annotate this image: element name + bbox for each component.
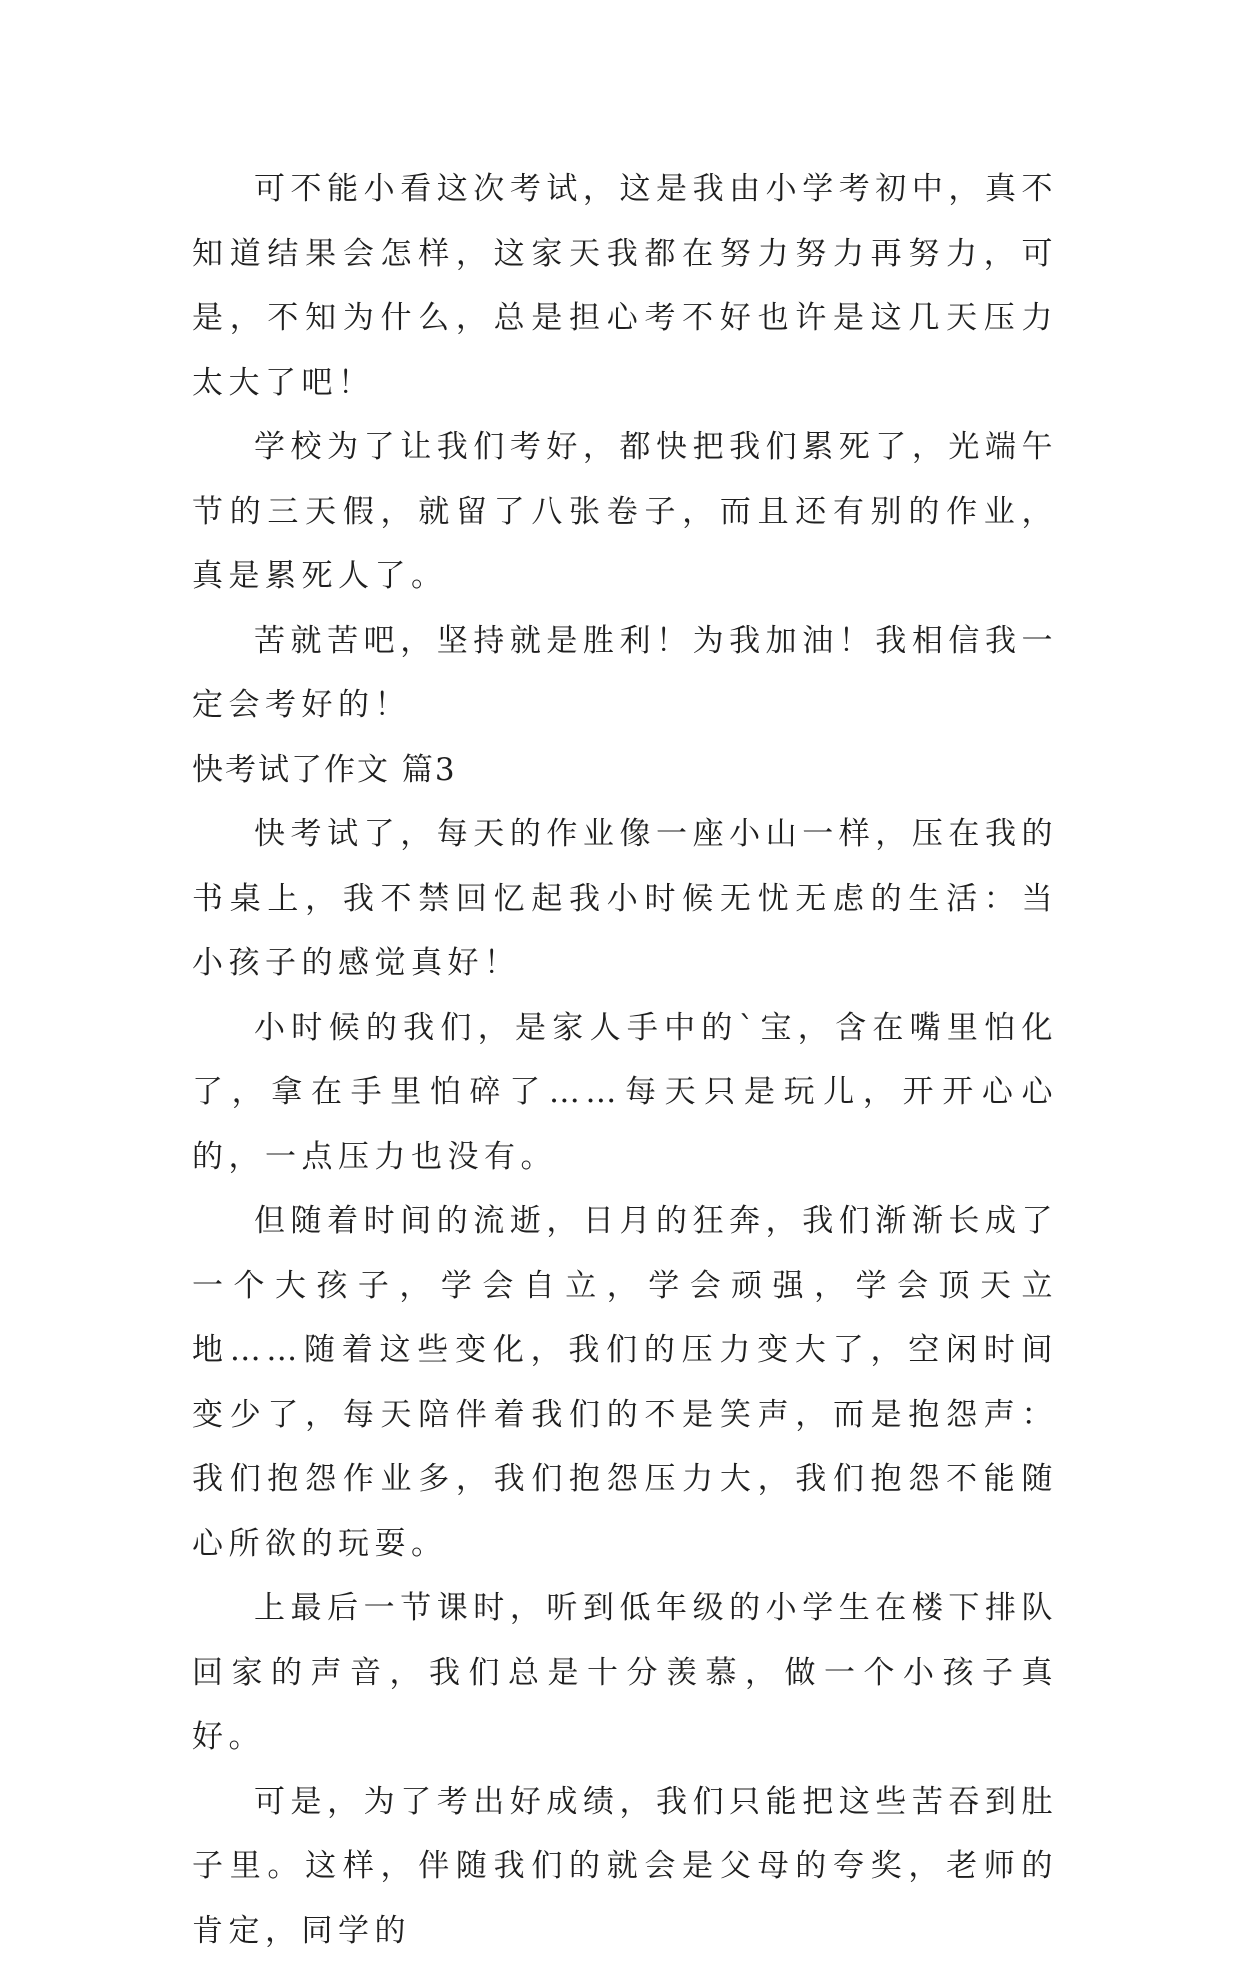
section-heading: 快考试了作文 篇3 (192, 738, 1058, 803)
paragraph: 小时候的我们，是家人手中的`宝，含在嘴里怕化了，拿在手里怕碎了……每天只是玩儿，开开心心的，一点压力也没有。 (192, 996, 1058, 1190)
paragraph: 可不能小看这次考试，这是我由小学考初中，真不知道结果会怎样，这家天我都在努力努力再努力，可是，不知为什么，总是担心考不好也许是这几天压力太大了吧！ (192, 157, 1058, 415)
paragraph: 可是，为了考出好成绩，我们只能把这些苦吞到肚子里。这样，伴随我们的就会是父母的夸奖，老师的肯定，同学的 (192, 1770, 1058, 1963)
paragraph: 学校为了让我们考好，都快把我们累死了，光端午节的三天假，就留了八张卷子，而且还有别的作业，真是累死人了。 (192, 415, 1058, 609)
paragraph: 但随着时间的流逝，日月的狂奔，我们渐渐长成了一个大孩子，学会自立，学会顽强，学会顶天立地……随着这些变化，我们的压力变大了，空闲时间变少了，每天陪伴着我们的不是笑声，而是抱怨声：我们抱怨作业多，我们抱怨压力大，我们抱怨不能随心所欲的玩耍。 (192, 1189, 1058, 1576)
paragraph: 快考试了，每天的作业像一座小山一样，压在我的书桌上，我不禁回忆起我小时候无忧无虑的生活：当小孩子的感觉真好！ (192, 802, 1058, 996)
document-body (192, 157, 1058, 1963)
paragraph: 苦就苦吧，坚持就是胜利！为我加油！我相信我一定会考好的！ (192, 609, 1058, 738)
paragraph: 上最后一节课时，听到低年级的小学生在楼下排队回家的声音，我们总是十分羡慕，做一个小孩子真好。 (192, 1576, 1058, 1770)
